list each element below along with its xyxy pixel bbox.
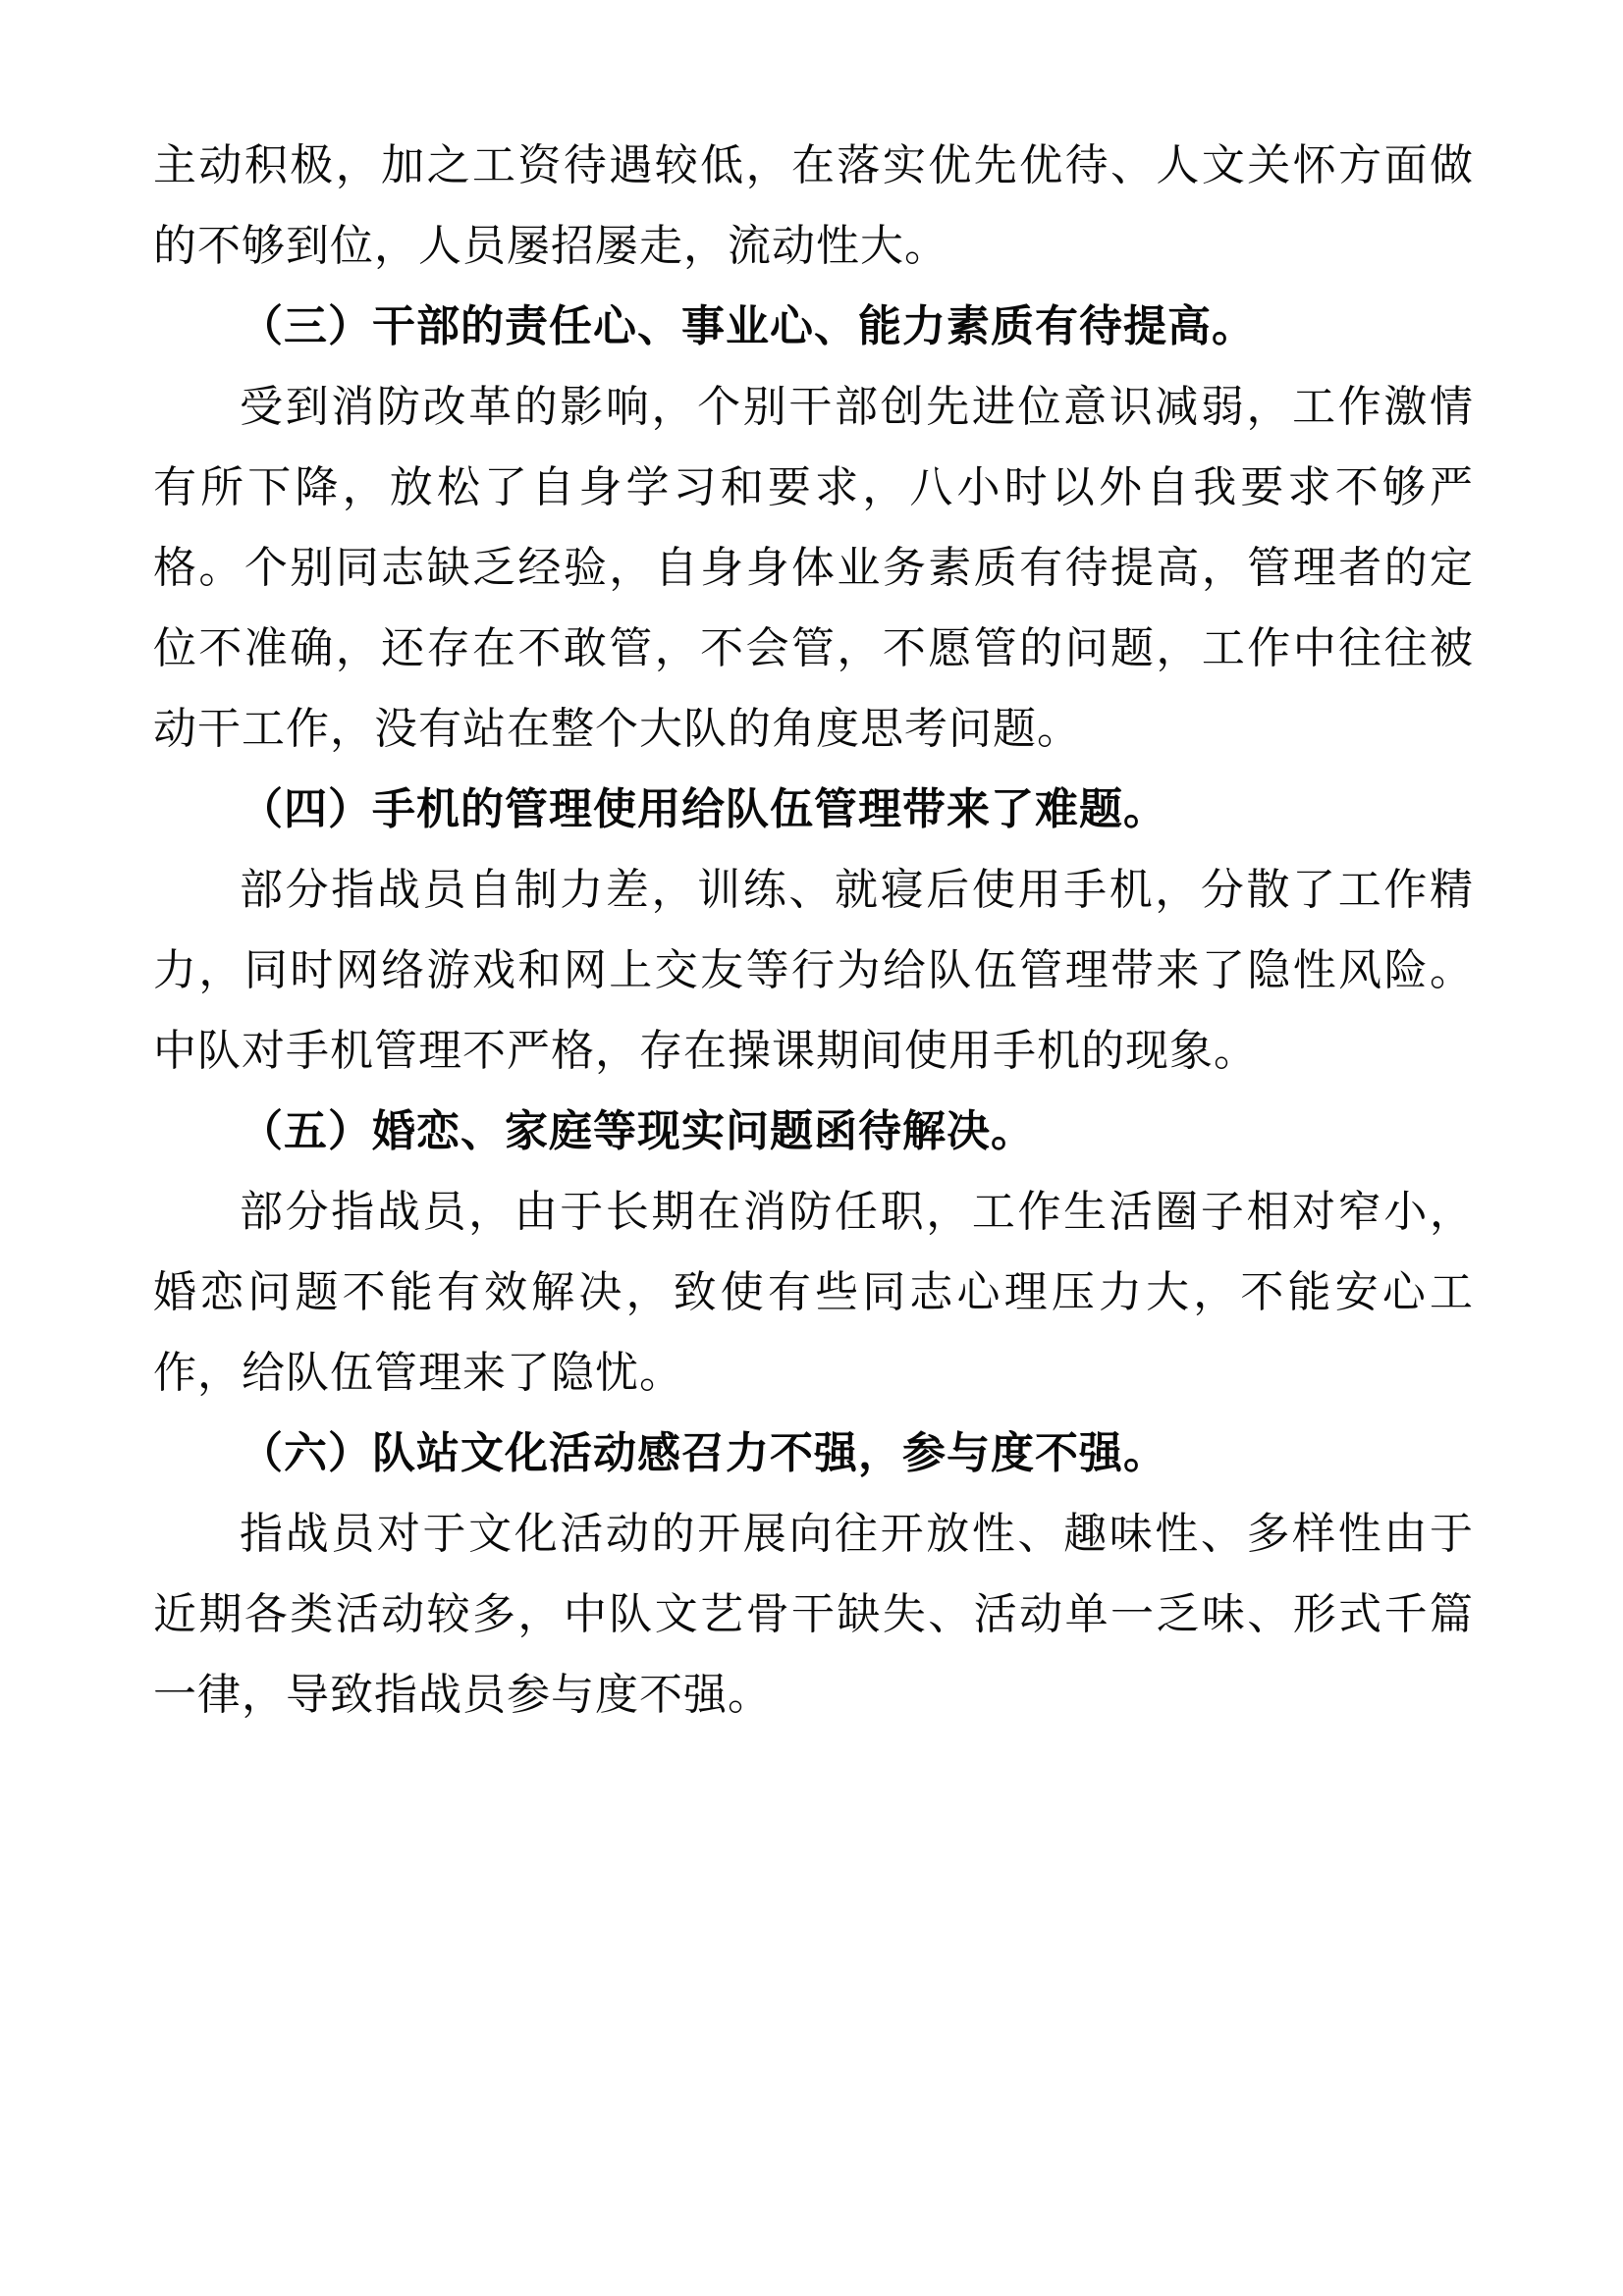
body-paragraph-continued: 主动积极，加之工资待遇较低，在落实优先优待、人文关怀方面做的不够到位，人员屡招屡走，流动性大。 <box>153 141 1474 270</box>
body-paragraph-section-5: 部分指战员，由于长期在消防任职，工作生活圈子相对窄小，婚恋问题不能有效解决，致使有些同志心理压力大，不能安心工作，给队伍管理来了隐忧。 <box>153 1188 1474 1397</box>
body-paragraph-section-6: 指战员对于文化活动的开展向往开放性、趣味性、多样性由于近期各类活动较多，中队文艺骨干缺失、活动单一乏味、形式千篇一律，导致指战员参与度不强。 <box>153 1510 1474 1719</box>
body-paragraph-section-3: 受到消防改革的影响，个别干部创先进位意识减弱，工作激情有所下降，放松了自身学习和要求，八小时以外自我要求不够严格。个别同志缺乏经验，自身身体业务素质有待提高，管理者的定位不准确，还存在不敢管，不会管，不愿管的问题，工作中往往被动干工作，没有站在整个大队的角度思考问题。 <box>153 383 1474 753</box>
section-heading-5: （五）婚恋、家庭等现实问题函待解决。 <box>240 1107 1035 1155</box>
section-heading-4: （四）手机的管理使用给队伍管理带来了难题。 <box>240 785 1167 833</box>
body-paragraph-section-4: 部分指战员自制力差，训练、就寝后使用手机，分散了工作精力，同时网络游戏和网上交友等行为给队伍管理带来了隐性风险。中队对手机管理不严格，存在操课期间使用手机的现象。 <box>153 866 1474 1075</box>
section-heading-3: （三）干部的责任心、事业心、能力素质有待提高。 <box>240 302 1256 350</box>
section-heading-6: （六）队站文化活动感召力不强，参与度不强。 <box>240 1429 1167 1477</box>
